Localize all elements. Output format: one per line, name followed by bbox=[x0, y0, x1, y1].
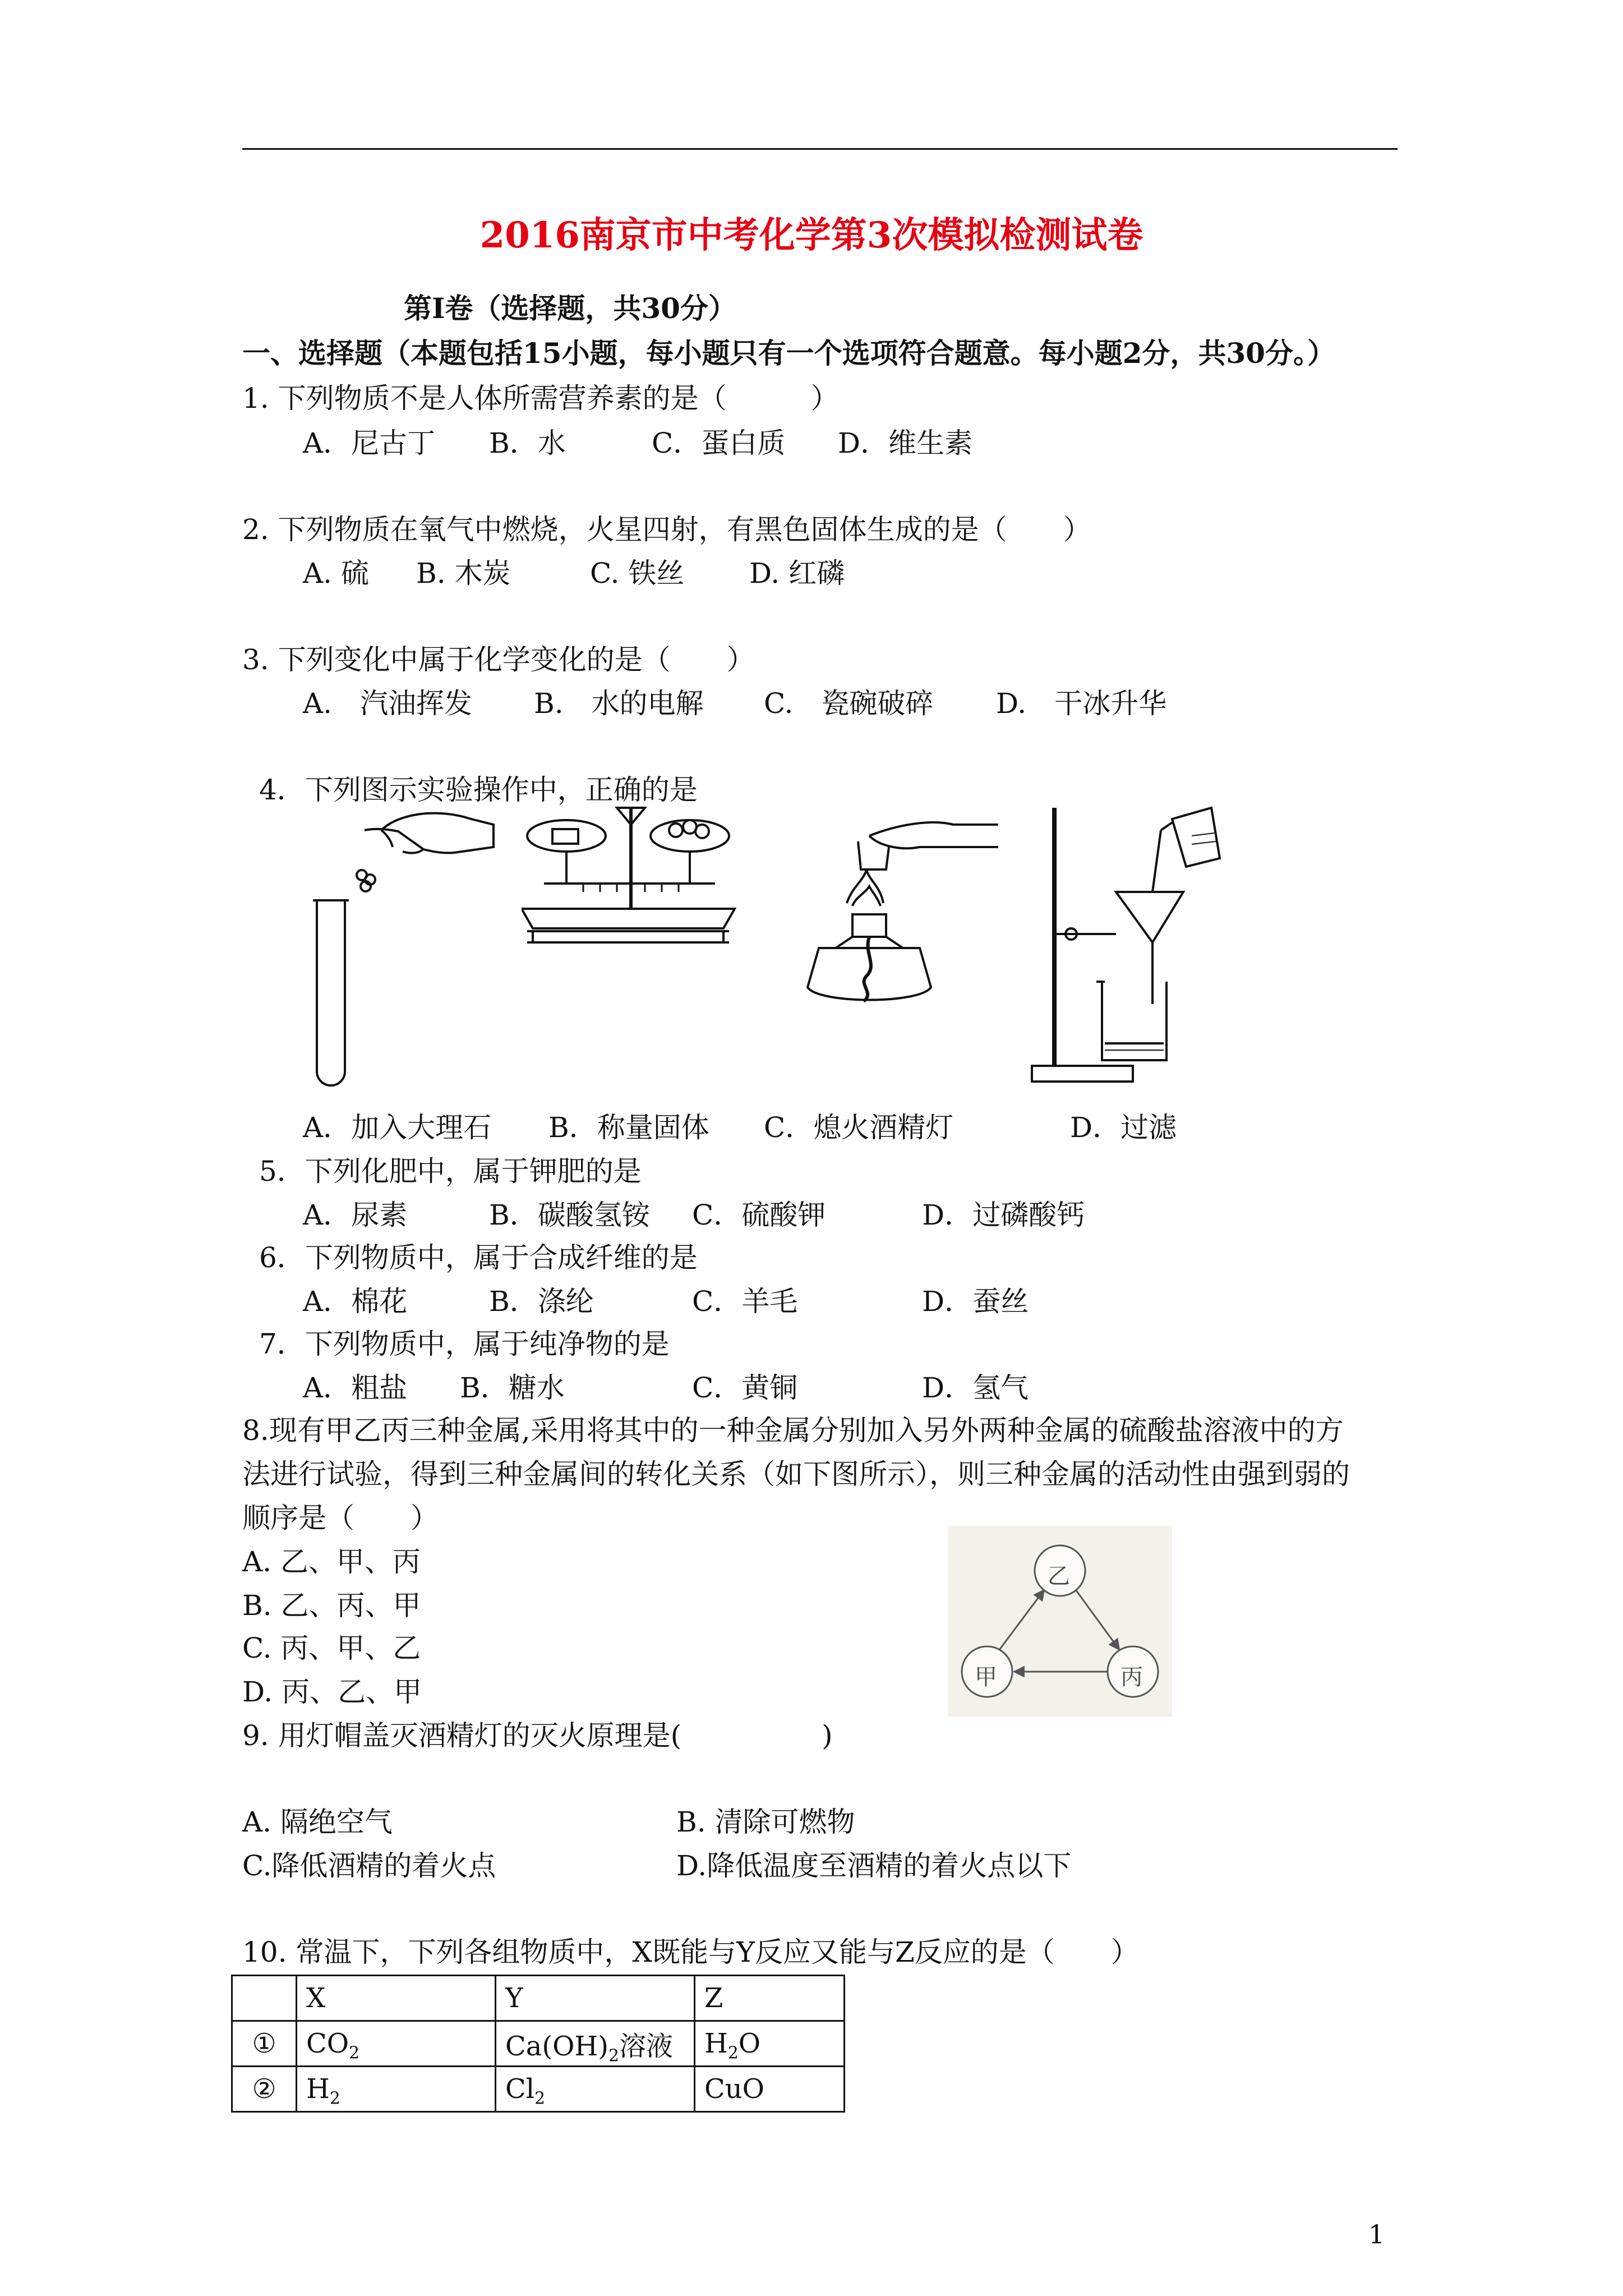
table-header-z: Z bbox=[695, 1976, 845, 2021]
q7-stem: 7．下列物质中，属于纯净物的是 bbox=[259, 1328, 670, 1360]
formula-text: CuO bbox=[704, 2073, 764, 2105]
q3-option-c: C. 瓷碗破碎 bbox=[764, 687, 934, 720]
q5-stem: 5．下列化肥中，属于钾肥的是 bbox=[259, 1155, 642, 1188]
row-z-cell bbox=[695, 2067, 845, 2112]
row-y-cell bbox=[496, 2021, 695, 2067]
q1-option-c: C．蛋白质 bbox=[652, 427, 786, 459]
q6-stem: 6．下列物质中，属于合成纤维的是 bbox=[259, 1241, 698, 1274]
q9-stem: 9. 用灯帽盖灭酒精灯的灭火原理是( ) bbox=[242, 1719, 833, 1752]
row-number: ① bbox=[232, 2021, 297, 2067]
q5-option-d: D．过磷酸钙 bbox=[922, 1199, 1085, 1231]
formula-subscript: 2 bbox=[727, 2043, 739, 2063]
q7-option-d: D．氢气 bbox=[922, 1372, 1029, 1404]
table-row bbox=[232, 2067, 845, 2112]
q8-option-c: C. 丙、甲、乙 bbox=[242, 1632, 421, 1664]
formula-text: Cl bbox=[505, 2073, 535, 2105]
table-header-x: X bbox=[297, 1976, 496, 2021]
q9-option-d: D.降低温度至酒精的着火点以下 bbox=[676, 1849, 1072, 1882]
q4-option-d: D．过滤 bbox=[1070, 1111, 1177, 1144]
q2-option-a: A. 硫 bbox=[303, 557, 369, 590]
formula-subscript: 2 bbox=[329, 2088, 340, 2109]
q9-option-c: C.降低酒精的着火点 bbox=[242, 1849, 496, 1882]
q4-option-c: C．熄火酒精灯 bbox=[764, 1111, 954, 1144]
q9-option-a: A. 隔绝空气 bbox=[242, 1806, 393, 1838]
q3-option-b: B. 水的电解 bbox=[534, 687, 704, 720]
q4-option-b: B．称量固体 bbox=[548, 1111, 709, 1144]
formula-subscript: 2 bbox=[534, 2088, 546, 2109]
q1-option-b: B．水 bbox=[489, 427, 566, 459]
formula-suffix: 溶液 bbox=[619, 2030, 673, 2062]
q8-option-b: B. 乙、丙、甲 bbox=[242, 1589, 421, 1622]
q3-option-d: D. 干冰升华 bbox=[996, 687, 1167, 720]
table-header-cell bbox=[232, 1976, 297, 2021]
row-y-cell bbox=[496, 2067, 695, 2112]
q1-stem: 1. 下列物质不是人体所需营养素的是（ ） bbox=[242, 382, 839, 415]
q6-option-d: D．蚕丝 bbox=[922, 1285, 1029, 1318]
q8-option-d: D. 丙、乙、甲 bbox=[242, 1676, 422, 1708]
formula-subscript: 2 bbox=[608, 2046, 619, 2066]
q7-option-b: B．糖水 bbox=[460, 1372, 565, 1404]
formula-text: H bbox=[306, 2073, 330, 2105]
q3-stem: 3. 下列变化中属于化学变化的是（ ） bbox=[242, 643, 755, 676]
table-row bbox=[232, 2021, 845, 2067]
q10-stem: 10. 常温下，下列各组物质中，X既能与Y反应又能与Z反应的是（ ） bbox=[242, 1936, 1139, 1968]
q7-option-a: A．粗盐 bbox=[303, 1372, 408, 1404]
metal-conversion-diagram bbox=[948, 1526, 1172, 1717]
q6-option-b: B．涤纶 bbox=[489, 1285, 594, 1318]
q8-stem-line-3: 顺序是（ ） bbox=[242, 1502, 439, 1534]
q1-option-d: D．维生素 bbox=[838, 427, 973, 459]
metal-yi-label: 乙 bbox=[1048, 1563, 1070, 1589]
q5-option-b: B．碳酸氢铵 bbox=[489, 1199, 650, 1231]
part-label: 第Ⅰ卷（选择题，共30分） bbox=[404, 292, 736, 325]
q2-option-b: B. 木炭 bbox=[416, 557, 511, 590]
q7-option-c: C．黄铜 bbox=[692, 1372, 798, 1404]
reaction-table bbox=[231, 1975, 845, 2113]
q2-option-c: C. 铁丝 bbox=[590, 557, 685, 590]
q9-option-b: B. 清除可燃物 bbox=[676, 1806, 855, 1838]
q8-stem-line-1: 8.现有甲乙丙三种金属,采用将其中的一种金属分别加入另外两种金属的硫酸盐溶液中的方 bbox=[242, 1414, 1344, 1447]
q5-option-c: C．硫酸钾 bbox=[692, 1199, 826, 1231]
metal-jia-label: 甲 bbox=[975, 1664, 997, 1690]
row-x-cell bbox=[297, 2067, 496, 2112]
q1-option-a: A．尼古丁 bbox=[303, 427, 436, 459]
q2-stem: 2. 下列物质在氧气中燃烧，火星四射，有黑色固体生成的是（ ） bbox=[242, 513, 1091, 546]
figure-b-balance bbox=[522, 802, 746, 954]
q5-option-a: A．尿素 bbox=[303, 1199, 408, 1231]
q2-option-d: D. 红磷 bbox=[749, 557, 845, 590]
formula-text: CO bbox=[306, 2028, 349, 2059]
page-number: 1 bbox=[1368, 2219, 1385, 2249]
formula-text: Ca(OH) bbox=[505, 2030, 609, 2062]
table-header-row bbox=[232, 1976, 845, 2021]
formula-subscript: 2 bbox=[349, 2043, 360, 2063]
table-header-y: Y bbox=[496, 1976, 695, 2021]
row-z-cell bbox=[695, 2021, 845, 2067]
figure-d-filtration bbox=[1026, 797, 1251, 1088]
formula-suffix: O bbox=[738, 2028, 761, 2059]
q3-option-a: A. 汽油挥发 bbox=[303, 687, 473, 720]
row-x-cell bbox=[297, 2021, 496, 2067]
q4-option-a: A．加入大理石 bbox=[303, 1111, 492, 1144]
figure-a-test-tube bbox=[303, 791, 505, 1099]
q6-option-c: C．羊毛 bbox=[692, 1285, 798, 1318]
q4-stem: 4．下列图示实验操作中，正确的是 bbox=[259, 774, 698, 806]
figure-c-alcohol-lamp bbox=[785, 808, 1009, 1015]
section-heading: 一、选择题（本题包括15小题，每小题只有一个选项符合题意。每小题2分，共30分。） bbox=[242, 337, 1335, 370]
formula-text: H bbox=[704, 2028, 728, 2059]
q8-option-a: A. 乙、甲、丙 bbox=[242, 1545, 421, 1578]
q8-stem-line-2: 法进行试验，得到三种金属间的转化关系（如下图所示），则三种金属的活动性由强到弱的 bbox=[242, 1458, 1350, 1490]
header-rule bbox=[242, 148, 1398, 150]
q6-option-a: A．棉花 bbox=[303, 1285, 408, 1318]
row-number: ② bbox=[232, 2067, 297, 2112]
exam-title: 2016南京市中考化学第3次模拟检测试卷 bbox=[479, 214, 1144, 256]
metal-bing-label: 丙 bbox=[1121, 1664, 1143, 1690]
